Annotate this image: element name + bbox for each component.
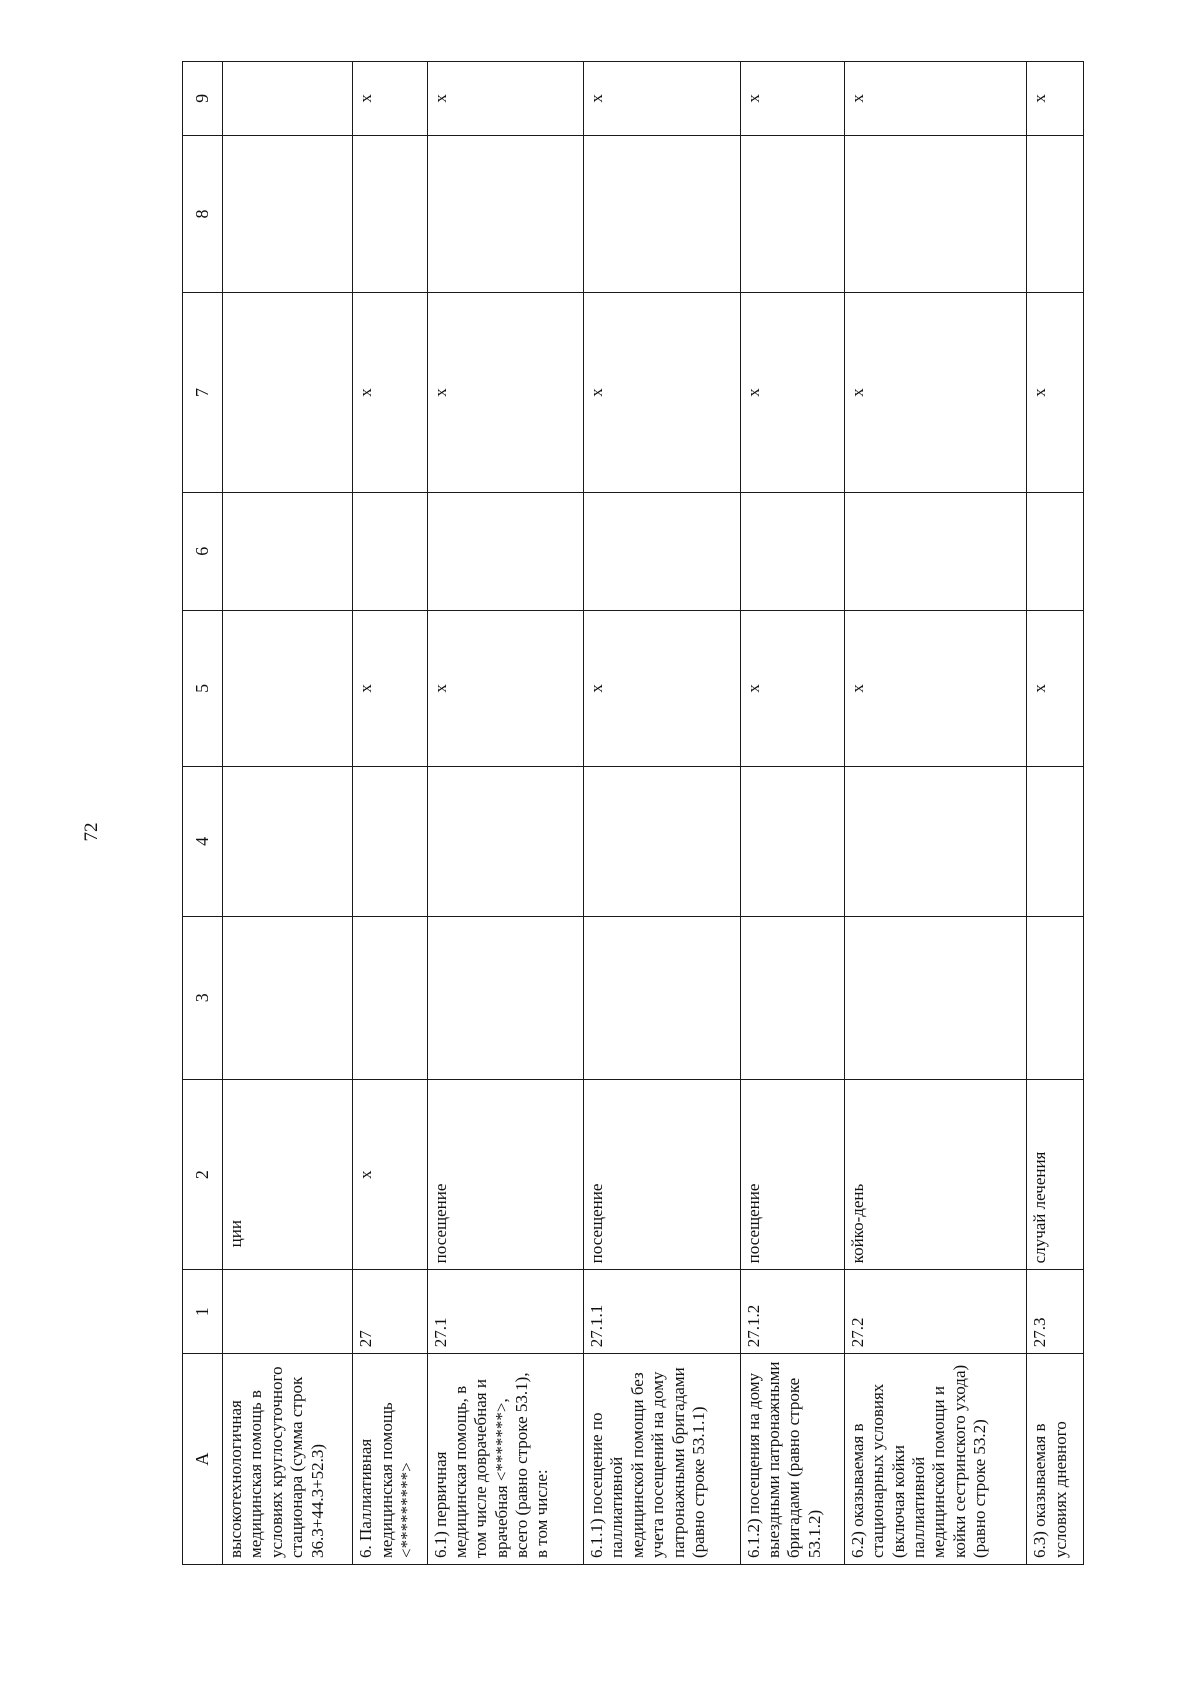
cell-col4 xyxy=(584,767,741,917)
header-cell: 5 xyxy=(183,610,223,766)
cell-col4 xyxy=(1027,767,1084,917)
cell-col4 xyxy=(844,767,1027,917)
table-row xyxy=(584,62,741,1565)
cell-col4 xyxy=(353,767,427,917)
cell-col5: х xyxy=(844,610,1027,766)
cell-col4 xyxy=(427,767,584,917)
cell-col9: х xyxy=(1027,62,1084,136)
row-label: 6.1.2) посещения на дому выездными патронажными бригадами (равно строке 53.1.2) xyxy=(740,1354,844,1565)
row-number: 27.1 xyxy=(427,1270,584,1354)
cell-col9 xyxy=(223,62,353,136)
cell-col9: х xyxy=(844,62,1027,136)
row-label: 6.3) оказываемая в условиях дневного xyxy=(1027,1354,1084,1565)
cell-col6 xyxy=(223,492,353,610)
cell-col5 xyxy=(223,610,353,766)
row-label: 6.2) оказываемая в стационарных условиях (включая койки паллиативной медицинской помощи и койки сестринского ухода) (равно строке 53.2) xyxy=(844,1354,1027,1565)
header-cell: 3 xyxy=(183,916,223,1079)
row-number: 27.1.1 xyxy=(584,1270,741,1354)
cell-col7: х xyxy=(844,293,1027,492)
table-row xyxy=(427,62,584,1565)
cell-col8 xyxy=(1027,135,1084,293)
header-cell: 4 xyxy=(183,767,223,917)
cell-col4 xyxy=(223,767,353,917)
cell-col5: х xyxy=(584,610,741,766)
table-row xyxy=(1027,62,1084,1565)
row-number xyxy=(223,1270,353,1354)
cell-col6 xyxy=(1027,492,1084,610)
row-number: 27 xyxy=(353,1270,427,1354)
cell-col3 xyxy=(353,916,427,1079)
cell-col5: х xyxy=(1027,610,1084,766)
data-table xyxy=(182,61,1084,1565)
header-cell: A xyxy=(183,1354,223,1565)
cell-col7: х xyxy=(1027,293,1084,492)
cell-col9: х xyxy=(353,62,427,136)
row-unit: койко-день xyxy=(844,1079,1027,1269)
cell-col3 xyxy=(584,916,741,1079)
row-label: 6.1) первичная медицинская помощь, в том числе доврачебная и врачебная <*******>, всего (равно строке 53.1), в том числе: xyxy=(427,1354,584,1565)
row-label: 6.1.1) посещение по паллиативной медицинской помощи без учета посещений на дому патронажными бригадами (равно строке 53.1.1) xyxy=(584,1354,741,1565)
header-cell: 8 xyxy=(183,135,223,293)
cell-col8 xyxy=(844,135,1027,293)
cell-col6 xyxy=(584,492,741,610)
cell-col7: х xyxy=(427,293,584,492)
row-unit: случай лечения xyxy=(1027,1079,1084,1269)
cell-col9: х xyxy=(584,62,741,136)
cell-col3 xyxy=(740,916,844,1079)
row-unit: х xyxy=(353,1079,427,1269)
row-number: 27.3 xyxy=(1027,1270,1084,1354)
cell-col8 xyxy=(427,135,584,293)
cell-col7: х xyxy=(740,293,844,492)
header-cell: 6 xyxy=(183,492,223,610)
row-label: высокотехнологичная медицинская помощь в условиях круглосуточного стационара (сумма строк 36.3+44.3+52.3) xyxy=(223,1354,353,1565)
cell-col6 xyxy=(353,492,427,610)
header-cell: 2 xyxy=(183,1079,223,1269)
row-unit: посещение xyxy=(427,1079,584,1269)
cell-col3 xyxy=(427,916,584,1079)
cell-col6 xyxy=(740,492,844,610)
row-unit: ции xyxy=(223,1079,353,1269)
header-cell: 7 xyxy=(183,293,223,492)
page-number: 72 xyxy=(81,822,102,842)
cell-col9: х xyxy=(740,62,844,136)
table-row xyxy=(740,62,844,1565)
row-number: 27.1.2 xyxy=(740,1270,844,1354)
cell-col7 xyxy=(223,293,353,492)
header-cell: 1 xyxy=(183,1270,223,1354)
cell-col8 xyxy=(740,135,844,293)
table-row xyxy=(844,62,1027,1565)
cell-col8 xyxy=(353,135,427,293)
header-cell: 9 xyxy=(183,62,223,136)
cell-col7: х xyxy=(584,293,741,492)
cell-col7: х xyxy=(353,293,427,492)
row-number: 27.2 xyxy=(844,1270,1027,1354)
cell-col8 xyxy=(584,135,741,293)
table-row xyxy=(223,62,353,1565)
cell-col5: х xyxy=(427,610,584,766)
cell-col8 xyxy=(223,135,353,293)
cell-col3 xyxy=(844,916,1027,1079)
header-row xyxy=(183,62,223,1565)
cell-col9: х xyxy=(427,62,584,136)
cell-col6 xyxy=(427,492,584,610)
cell-col3 xyxy=(1027,916,1084,1079)
row-unit: посещение xyxy=(740,1079,844,1269)
cell-col4 xyxy=(740,767,844,917)
row-label: 6. Паллиативная медицинская помощь <*********> xyxy=(353,1354,427,1565)
cell-col3 xyxy=(223,916,353,1079)
rotated-table-container xyxy=(182,61,1084,1565)
cell-col6 xyxy=(844,492,1027,610)
table-row xyxy=(353,62,427,1565)
cell-col5: х xyxy=(353,610,427,766)
row-unit: посещение xyxy=(584,1079,741,1269)
cell-col5: х xyxy=(740,610,844,766)
